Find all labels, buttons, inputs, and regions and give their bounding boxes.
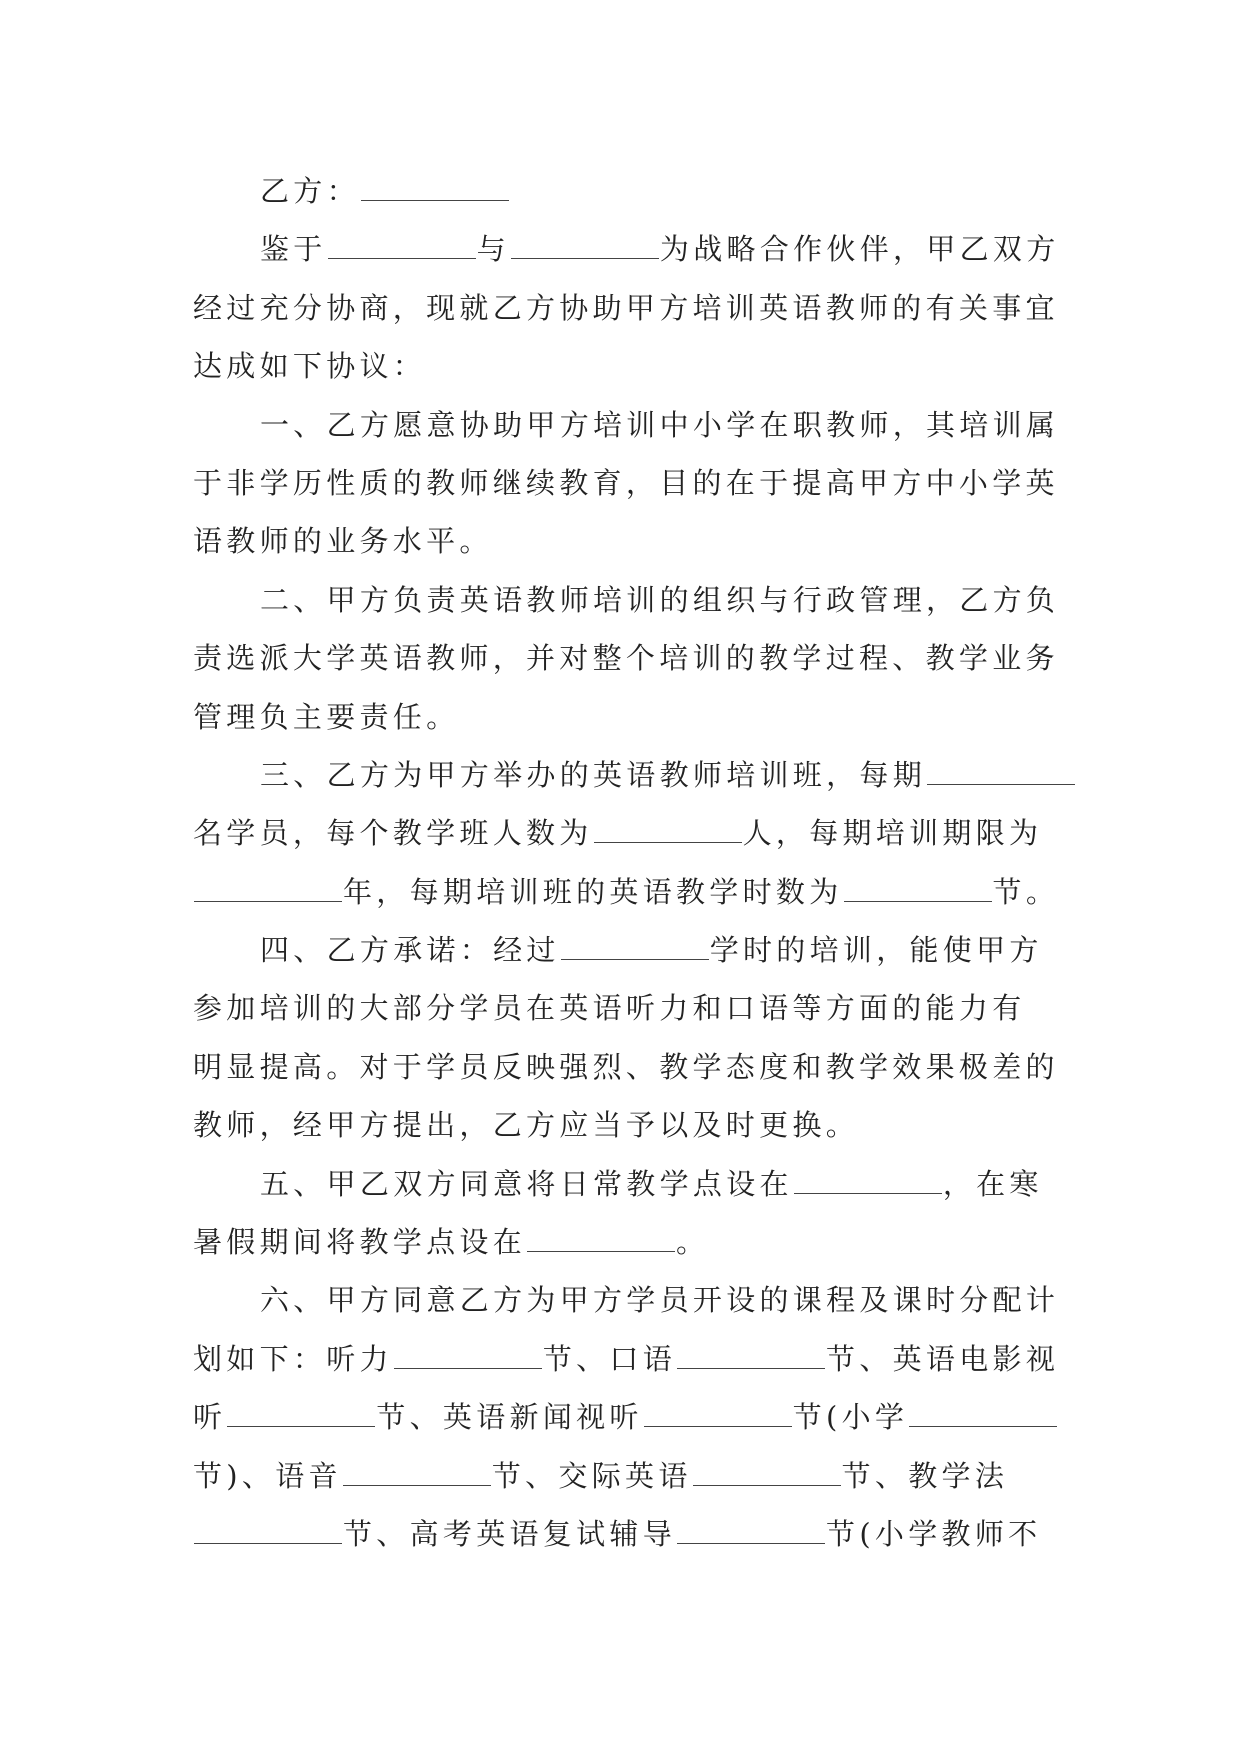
methodology-hours-blank[interactable] [194, 1521, 342, 1544]
training-hours-blank[interactable] [561, 937, 709, 960]
document-body [193, 162, 1060, 1563]
text: 年，每期培训班的英语教学时数为 [343, 874, 843, 909]
clause-4-line-4: 教师，经甲方提出，乙方应当予以及时更换。 [193, 1108, 860, 1143]
text: 节)、语音 [193, 1458, 342, 1493]
class-size-blank[interactable] [594, 820, 742, 843]
text: 节(小学 [792, 1400, 909, 1435]
clause-6-line-4 [193, 1447, 1053, 1505]
text: 为战略合作伙伴，甲乙双方 [659, 232, 1060, 267]
clause-3-line-2 [193, 804, 1053, 862]
text: 节、英语电影视 [826, 1341, 1060, 1376]
vacation-location-blank[interactable] [527, 1229, 675, 1252]
partner-b-blank[interactable] [511, 236, 659, 259]
clause-6-line-2 [193, 1330, 1060, 1388]
text: 节、交际英语 [491, 1458, 692, 1493]
news-hours-blank[interactable] [644, 1404, 792, 1427]
clause-2-line-3: 管理负主要责任。 [193, 699, 460, 734]
teaching-hours-blank[interactable] [844, 879, 992, 902]
text: 与 [476, 232, 510, 267]
clause-3-line-3 [193, 863, 1060, 921]
text: 节、教学法 [841, 1458, 1009, 1493]
partner-a-blank[interactable] [328, 236, 476, 259]
clause-5-line-1 [193, 1155, 1053, 1213]
clause-4-line-2: 参加培训的大部分学员在英语听力和口语等方面的能力有 [193, 991, 1026, 1026]
preamble-line-2: 经过充分协商，现就乙方协助甲方培训英语教师的有关事宜 [193, 290, 1059, 325]
listening-hours-blank[interactable] [394, 1346, 542, 1369]
clause-4-line-1 [193, 921, 1053, 979]
text: 节(小学教师不 [826, 1516, 1042, 1551]
clause-2-line-2: 责选派大学英语教师，并对整个培训的教学过程、教学业务 [193, 641, 1059, 676]
text: 鉴于 [260, 232, 327, 267]
phonetics-hours-blank[interactable] [343, 1463, 491, 1486]
clause-5-line-2 [193, 1213, 1053, 1271]
clause-6-line-3 [193, 1388, 1053, 1446]
text: 人，每期培训期限为 [742, 816, 1043, 851]
exam-tutoring-hours-blank[interactable] [677, 1521, 825, 1544]
term-years-blank[interactable] [194, 879, 342, 902]
clause-1-line-2: 于非学历性质的教师继续教育，目的在于提高甲方中小学英 [193, 465, 1059, 500]
clause-3-line-1 [193, 746, 1053, 804]
clause-6-line-5 [193, 1505, 1053, 1563]
text: 名学员，每个教学班人数为 [193, 816, 593, 851]
text: 划如下：听力 [193, 1341, 393, 1376]
film-hours-blank[interactable] [227, 1404, 375, 1427]
students-per-term-blank[interactable] [927, 762, 1075, 785]
text: 节。 [992, 874, 1060, 909]
preamble-line-1 [193, 220, 1060, 278]
text: 节、口语 [542, 1341, 677, 1376]
text: 五、甲乙双方同意将日常教学点设在 [260, 1166, 793, 1201]
speaking-hours-blank[interactable] [677, 1346, 825, 1369]
party-b-blank[interactable] [361, 178, 509, 201]
clause-1-line-1: 一、乙方愿意协助甲方培训中小学在职教师，其培训属 [260, 407, 1060, 442]
daily-location-blank[interactable] [794, 1171, 942, 1194]
clause-2-line-1: 二、甲方负责英语教师培训的组织与行政管理，乙方负 [260, 582, 1060, 617]
text: ，在寒 [942, 1166, 1043, 1201]
text: 听 [193, 1400, 227, 1435]
clause-1-line-3: 语教师的业务水平。 [193, 524, 493, 559]
text: 节、高考英语复试辅导 [343, 1516, 677, 1551]
text: 四、乙方承诺：经过 [260, 933, 560, 968]
primary-news-hours-blank[interactable] [909, 1404, 1057, 1427]
clause-6-line-1: 六、甲方同意乙方为甲方学员开设的课程及课时分配计 [260, 1283, 1060, 1318]
text: 。 [676, 1225, 710, 1260]
text: 节、英语新闻视听 [376, 1400, 643, 1435]
text: 三、乙方为甲方举办的英语教师培训班，每期 [260, 757, 927, 792]
communicative-hours-blank[interactable] [693, 1463, 841, 1486]
party-b-line [193, 162, 1053, 220]
clause-4-line-3: 明显提高。对于学员反映强烈、教学态度和教学效果极差的 [193, 1049, 1059, 1084]
text: 暑假期间将教学点设在 [193, 1225, 527, 1260]
preamble-line-3: 达成如下协议： [193, 349, 427, 384]
party-b-label: 乙方： [260, 174, 360, 208]
text: 学时的培训，能使甲方 [709, 933, 1043, 968]
